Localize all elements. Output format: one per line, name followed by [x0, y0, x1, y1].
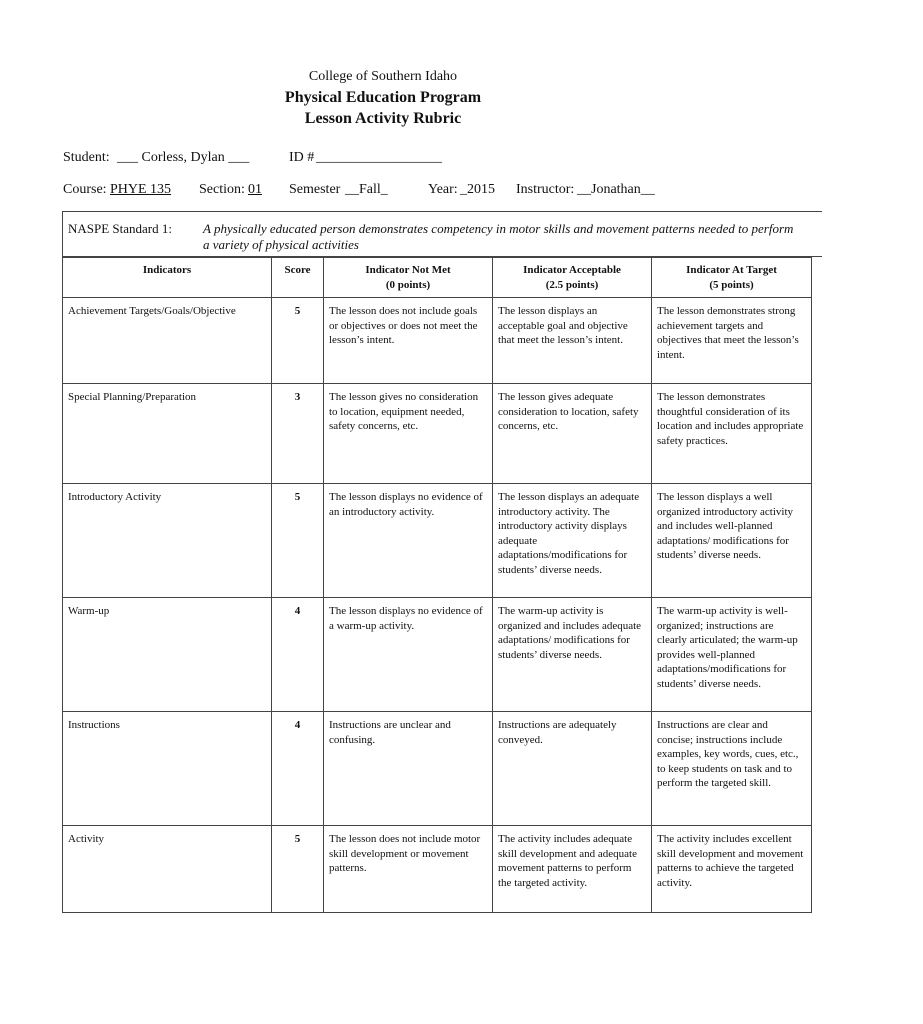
col-header-at-target: Indicator At Target (5 points) — [652, 258, 812, 298]
score-cell: 3 — [272, 384, 324, 484]
institution-name: College of Southern Idaho — [308, 69, 458, 84]
at-target-cell: Instructions are clear and concise; instructions include examples, key words, cues, etc., to keep students on task and to perform the targeted skill. — [652, 712, 812, 826]
course-label: Course: — [63, 182, 107, 197]
indicator-cell: Introductory Activity — [63, 484, 272, 598]
rubric-title: Lesson Activity Rubric — [304, 110, 462, 127]
section-value: 01 — [248, 182, 262, 197]
score-cell: 5 — [272, 826, 324, 913]
col-header-not-met: Indicator Not Met (0 points) — [324, 258, 493, 298]
instructor-value: __Jonathan__ — [577, 182, 655, 197]
not-met-cell: The lesson displays no evidence of an introductory activity. — [324, 484, 493, 598]
not-met-cell: The lesson displays no evidence of a warm-up activity. — [324, 598, 493, 712]
indicator-cell: Warm-up — [63, 598, 272, 712]
at-target-cell: The activity includes excellent skill development and movement patterns to achieve the targeted activity. — [652, 826, 812, 913]
indicator-cell: Special Planning/Preparation — [63, 384, 272, 484]
score-cell: 5 — [272, 484, 324, 598]
rubric-table — [62, 211, 804, 913]
col-header-indicators: Indicators — [63, 258, 272, 298]
standard-text: A physically educated person demonstrates competency in motor skills and movement patterns needed to perform a variety of physical activities — [203, 221, 794, 252]
score-cell: 5 — [272, 298, 324, 384]
rubric-grid — [62, 257, 923, 913]
col-header-acceptable: Indicator Acceptable (2.5 points) — [493, 258, 652, 298]
not-met-cell: The lesson does not include motor skill development or movement patterns. — [324, 826, 493, 913]
student-name: ___ Corless, Dylan ___ — [117, 150, 250, 165]
acceptable-cell: The lesson displays an acceptable goal and objective that meet the lesson’s intent. — [493, 298, 652, 384]
at-target-cell: The lesson demonstrates strong achievement targets and objectives that meet the lesson’s intent. — [652, 298, 812, 384]
acceptable-cell: The activity includes adequate skill development and adequate movement patterns to perform the targeted activity. — [493, 826, 652, 913]
score-cell: 4 — [272, 598, 324, 712]
table-row — [63, 384, 923, 484]
semester-value: __Fall_ — [345, 182, 388, 197]
indicator-cell: Achievement Targets/Goals/Objective — [63, 298, 272, 384]
table-row — [63, 598, 923, 712]
student-label: Student: — [63, 150, 110, 165]
standard-row — [62, 211, 822, 257]
id-field: __________________ — [316, 150, 442, 165]
acceptable-cell: The lesson displays an adequate introductory activity. The introductory activity displays adequate adaptations/modifications for students’ diverse needs. — [493, 484, 652, 598]
at-target-cell: The warm-up activity is well-organized; instructions are clearly articulated; the warm-up provides well-planned adaptations/modifications for students’ diverse needs. — [652, 598, 812, 712]
indicator-cell: Instructions — [63, 712, 272, 826]
course-value: PHYE 135 — [110, 182, 172, 197]
acceptable-cell: Instructions are adequately conveyed. — [493, 712, 652, 826]
not-met-cell: The lesson does not include goals or objectives or does not meet the lesson’s intent. — [324, 298, 493, 384]
header-row — [63, 258, 923, 298]
table-row — [63, 298, 923, 384]
section-label: Section: — [199, 182, 245, 197]
not-met-cell: Instructions are unclear and confusing. — [324, 712, 493, 826]
at-target-cell: The lesson demonstrates thoughtful consideration of its location and includes appropriate safety practices. — [652, 384, 812, 484]
at-target-cell: The lesson displays a well organized introductory activity and includes well-planned adaptations/ modifications for students’ diverse needs. — [652, 484, 812, 598]
standard-label: NASPE Standard 1: — [68, 221, 172, 236]
year-label: Year: — [428, 182, 458, 197]
table-row — [63, 712, 923, 826]
semester-label: Semester — [289, 182, 341, 197]
not-met-cell: The lesson gives no consideration to location, equipment needed, safety concerns, etc. — [324, 384, 493, 484]
score-cell: 4 — [272, 712, 324, 826]
acceptable-cell: The warm-up activity is organized and includes adequate adaptations/ modifications for students’ diverse needs. — [493, 598, 652, 712]
id-label: ID # — [289, 150, 315, 165]
year-value: _2015 — [460, 182, 495, 197]
table-row — [63, 484, 923, 598]
program-name: Physical Education Program — [284, 89, 482, 106]
acceptable-cell: The lesson gives adequate consideration to location, safety concerns, etc. — [493, 384, 652, 484]
col-header-score: Score — [272, 258, 324, 298]
table-row — [63, 826, 923, 913]
instructor-label: Instructor: — [516, 182, 575, 197]
indicator-cell: Activity — [63, 826, 272, 913]
